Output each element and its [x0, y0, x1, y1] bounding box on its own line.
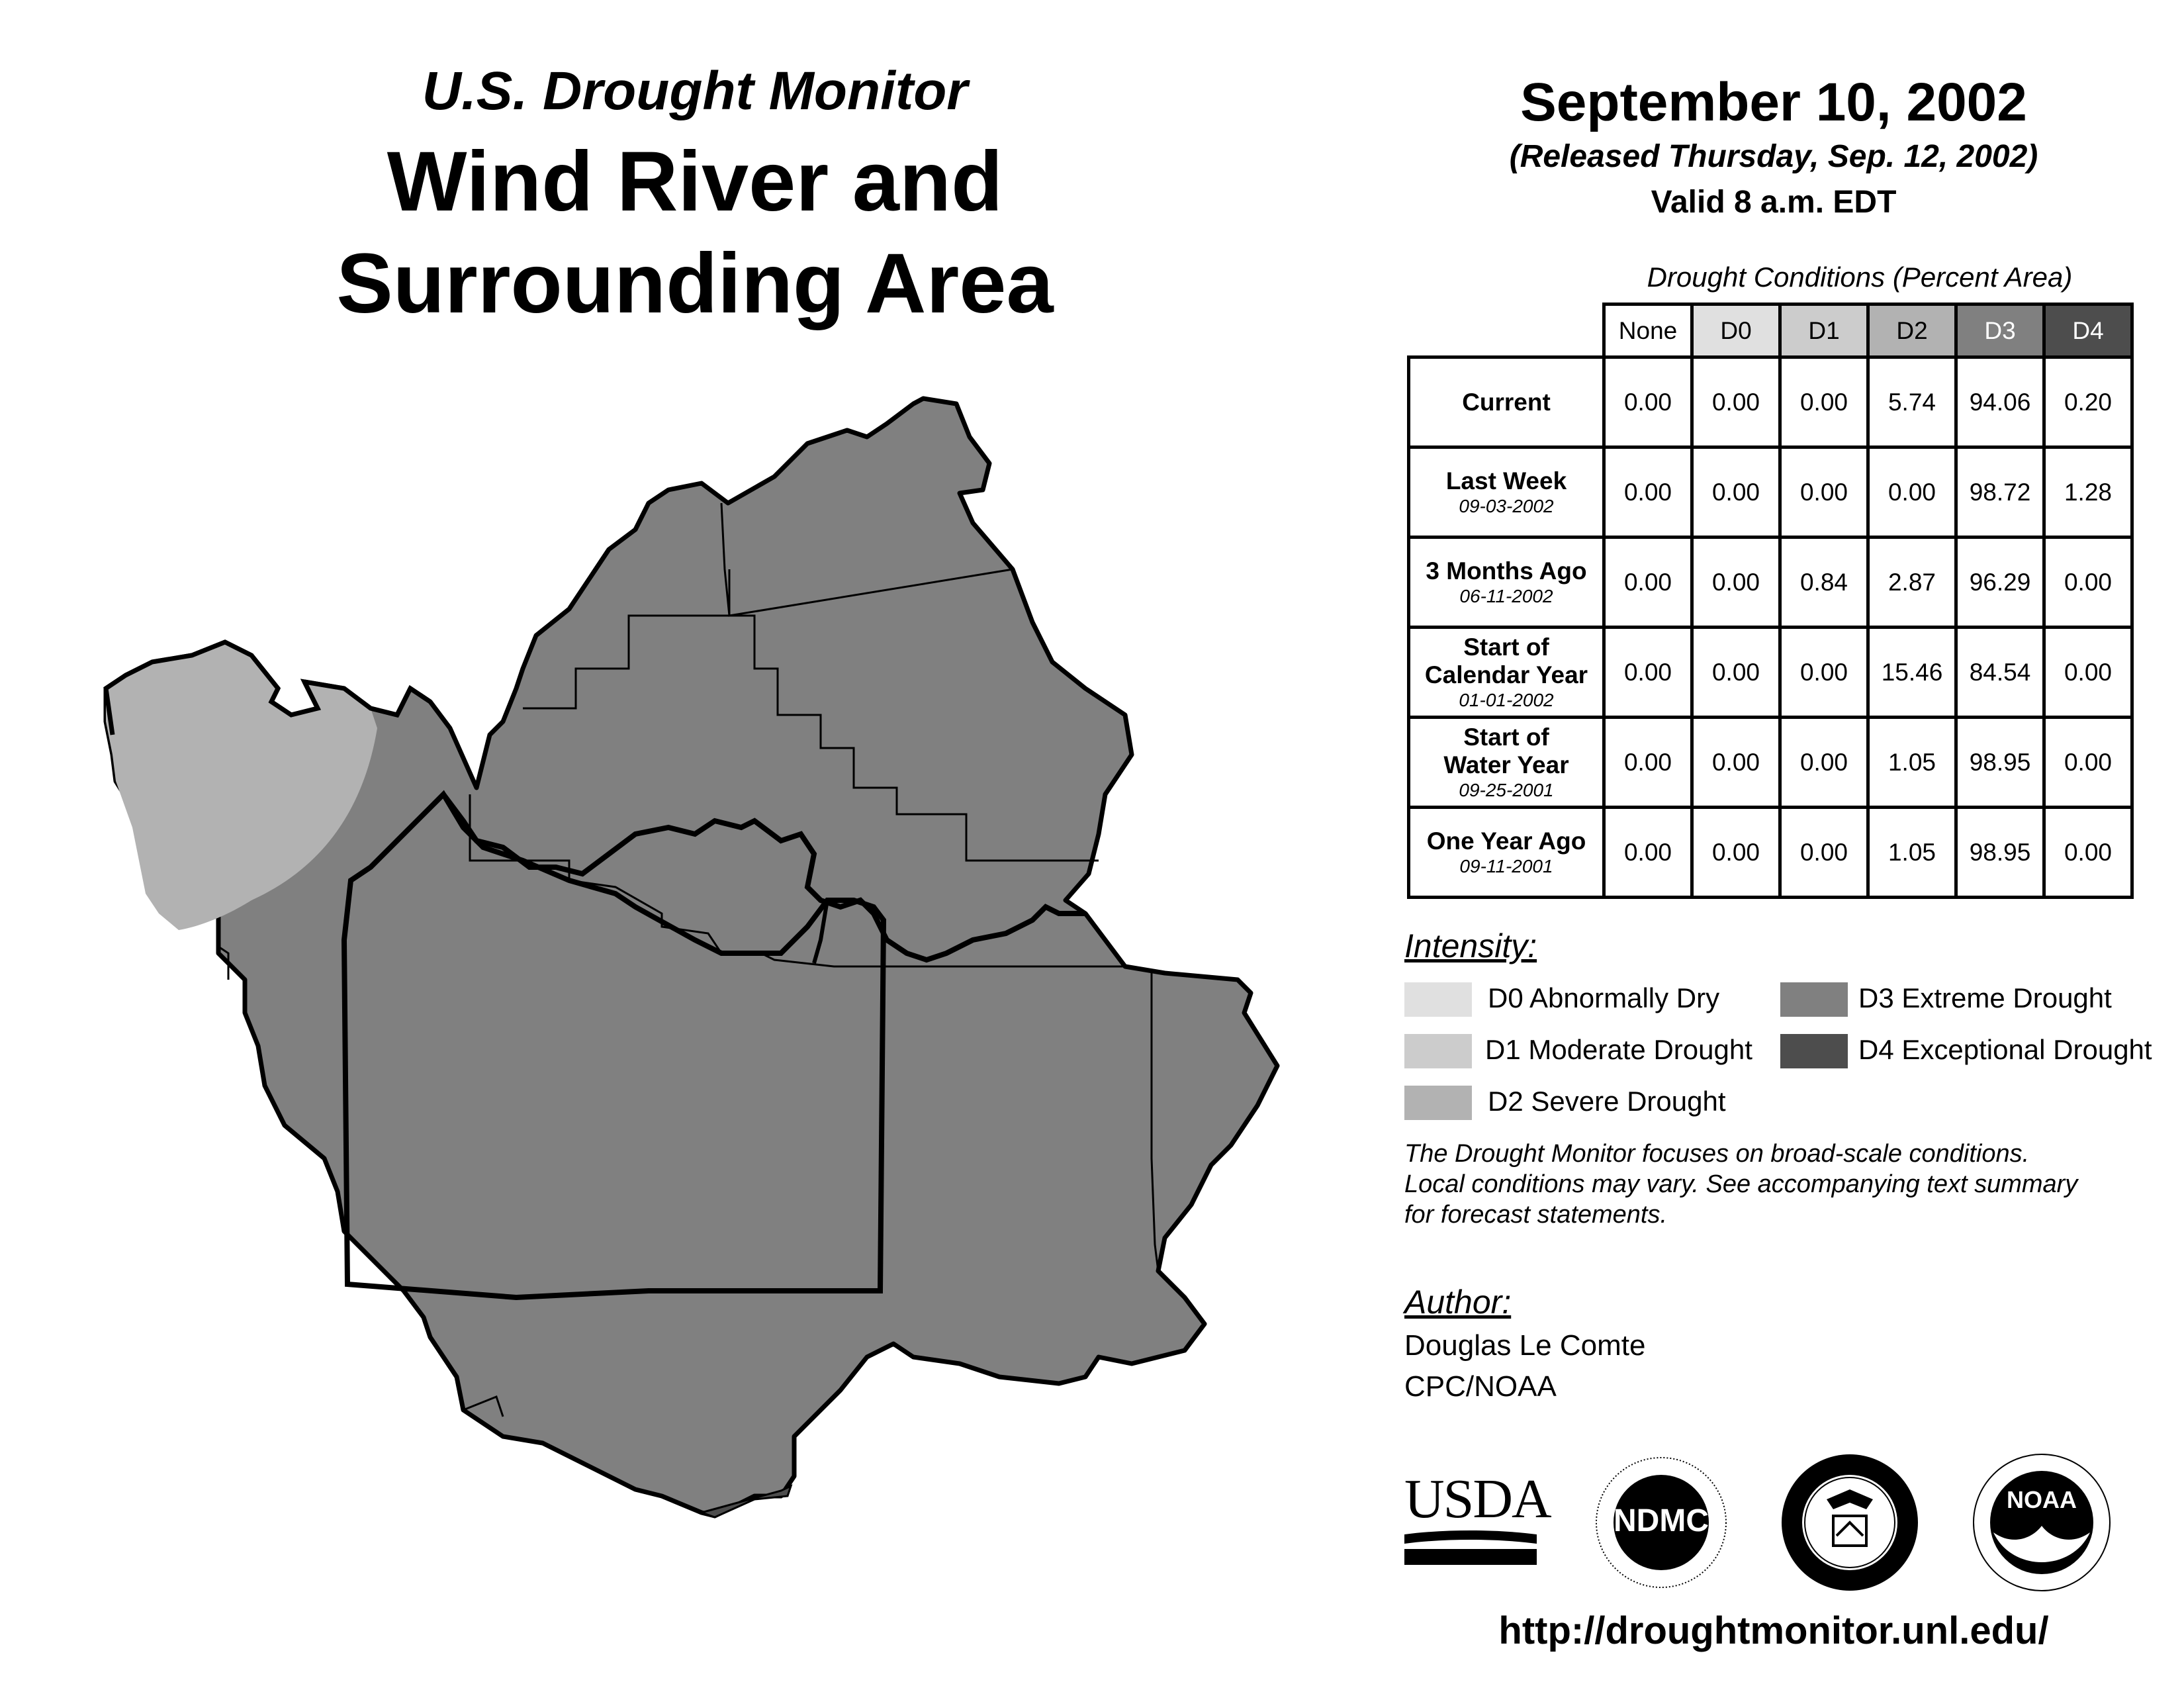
- legend-label-d3: D3 Extreme Drought: [1858, 982, 2112, 1013]
- col-none: None: [1604, 305, 1692, 357]
- legend-swatch-d3: [1780, 982, 1848, 1017]
- table-cell: 0.00: [1604, 447, 1692, 538]
- row-date: 06-11-2002: [1459, 585, 1553, 606]
- table-caption: Drought Conditions (Percent Area): [1647, 261, 2073, 293]
- noaa-seal-icon: [1972, 1453, 2111, 1592]
- legend-swatch-d4: [1780, 1034, 1848, 1068]
- row-label: Current: [1462, 388, 1551, 416]
- usda-logo: [1404, 1468, 1551, 1569]
- table-cell: 0.00: [1692, 538, 1780, 628]
- table-cell: 0.00: [2044, 538, 2132, 628]
- drought-conditions-table: [1407, 303, 2134, 899]
- table-row: [1409, 628, 2132, 718]
- table-cell: 0.00: [1692, 628, 1780, 718]
- ndmc-logo-text: NDMC: [1614, 1503, 1709, 1538]
- note-line2: Local conditions may vary. See accompanying text summary: [1404, 1170, 2078, 1198]
- row-label-line1: Start of: [1463, 633, 1549, 661]
- table-cell: 0.00: [1780, 808, 1868, 898]
- col-d2: D2: [1868, 305, 1956, 357]
- table-cell: 94.06: [1956, 357, 2044, 447]
- table-cell: 0.00: [1604, 538, 1692, 628]
- col-d0: D0: [1692, 305, 1780, 357]
- table-row: [1409, 538, 2132, 628]
- table-cell: 0.00: [1604, 808, 1692, 898]
- row-label-line2: Water Year: [1443, 751, 1569, 778]
- author-heading: Author:: [1404, 1284, 1512, 1321]
- map-title-line2: Surrounding Area: [336, 236, 1054, 331]
- table-cell: 0.00: [1780, 357, 1868, 447]
- row-label-line2: Calendar Year: [1424, 661, 1588, 688]
- website-url[interactable]: http://droughtmonitor.unl.edu/: [1498, 1609, 2049, 1652]
- department-of-commerce-seal-icon: [1780, 1453, 1919, 1592]
- table-cell: 15.46: [1868, 628, 1956, 718]
- table-row: [1409, 718, 2132, 808]
- legend-label-d1: D1 Moderate Drought: [1485, 1034, 1752, 1065]
- usda-logo-icon: [1404, 1529, 1537, 1569]
- table-cell: 0.00: [1692, 447, 1780, 538]
- usda-logo-text: USDA: [1404, 1468, 1551, 1530]
- row-label: One Year Ago: [1426, 827, 1586, 855]
- valid-time: Valid 8 a.m. EDT: [1651, 185, 1897, 220]
- table-cell: 0.20: [2044, 357, 2132, 447]
- legend-label-d0: D0 Abnormally Dry: [1488, 982, 1720, 1013]
- table-cell: 2.87: [1868, 538, 1956, 628]
- table-row: [1409, 357, 2132, 447]
- author-name: Douglas Le Comte: [1404, 1329, 1646, 1362]
- table-cell: 1.05: [1868, 808, 1956, 898]
- legend-label-d4: D4 Exceptional Drought: [1858, 1034, 2152, 1065]
- table-cell: 0.00: [2044, 808, 2132, 898]
- row-label-line1: Start of: [1463, 723, 1549, 751]
- table-corner: [1409, 305, 1604, 357]
- table-cell: 0.00: [1604, 357, 1692, 447]
- map-d3-region: [106, 399, 1277, 1516]
- table-row: [1409, 808, 2132, 898]
- map-title-line1: Wind River and: [387, 134, 1003, 229]
- note-line3: for forecast statements.: [1404, 1201, 1668, 1229]
- table-cell: 0.00: [1692, 718, 1780, 808]
- row-date: 01-01-2002: [1459, 689, 1554, 710]
- author-org: CPC/NOAA: [1404, 1370, 1557, 1403]
- legend-heading: Intensity:: [1404, 927, 1537, 964]
- row-date: 09-11-2001: [1459, 855, 1553, 876]
- table-cell: 0.00: [1604, 718, 1692, 808]
- col-d1: D1: [1780, 305, 1868, 357]
- table-cell: 0.00: [2044, 718, 2132, 808]
- table-cell: 1.05: [1868, 718, 1956, 808]
- legend-swatch-d2: [1404, 1086, 1472, 1120]
- row-label: Last Week: [1445, 467, 1567, 494]
- table-cell: 0.00: [1780, 628, 1868, 718]
- row-date: 09-25-2001: [1459, 779, 1554, 800]
- table-cell: 0.00: [1692, 357, 1780, 447]
- legend-swatch-d1: [1404, 1034, 1472, 1068]
- table-cell: 5.74: [1868, 357, 1956, 447]
- table-cell: 98.72: [1956, 447, 2044, 538]
- row-label: 3 Months Ago: [1426, 557, 1587, 585]
- table-cell: 0.00: [1868, 447, 1956, 538]
- legend-swatch-d0: [1404, 982, 1472, 1017]
- legend-label-d2: D2 Severe Drought: [1488, 1086, 1726, 1117]
- note-line1: The Drought Monitor focuses on broad-scale conditions.: [1404, 1140, 2030, 1168]
- table-cell: 98.95: [1956, 718, 2044, 808]
- ndmc-seal-icon: [1595, 1456, 1727, 1589]
- table-cell: 0.00: [1780, 718, 1868, 808]
- table-cell: 1.28: [2044, 447, 2132, 538]
- release-date: (Released Thursday, Sep. 12, 2002): [1509, 139, 2038, 174]
- map-date: September 10, 2002: [1520, 72, 2027, 132]
- table-cell: 0.00: [2044, 628, 2132, 718]
- noaa-logo-text: NOAA: [2007, 1486, 2077, 1513]
- table-cell: 0.00: [1604, 628, 1692, 718]
- table-cell: 0.00: [1780, 447, 1868, 538]
- col-d3: D3: [1956, 305, 2044, 357]
- table-cell: 96.29: [1956, 538, 2044, 628]
- table-cell: 98.95: [1956, 808, 2044, 898]
- row-date: 09-03-2002: [1459, 495, 1554, 516]
- table-cell: 0.84: [1780, 538, 1868, 628]
- table-row: [1409, 447, 2132, 538]
- col-d4: D4: [2044, 305, 2132, 357]
- table-cell: 0.00: [1692, 808, 1780, 898]
- map-subtitle: U.S. Drought Monitor: [422, 61, 968, 121]
- table-cell: 84.54: [1956, 628, 2044, 718]
